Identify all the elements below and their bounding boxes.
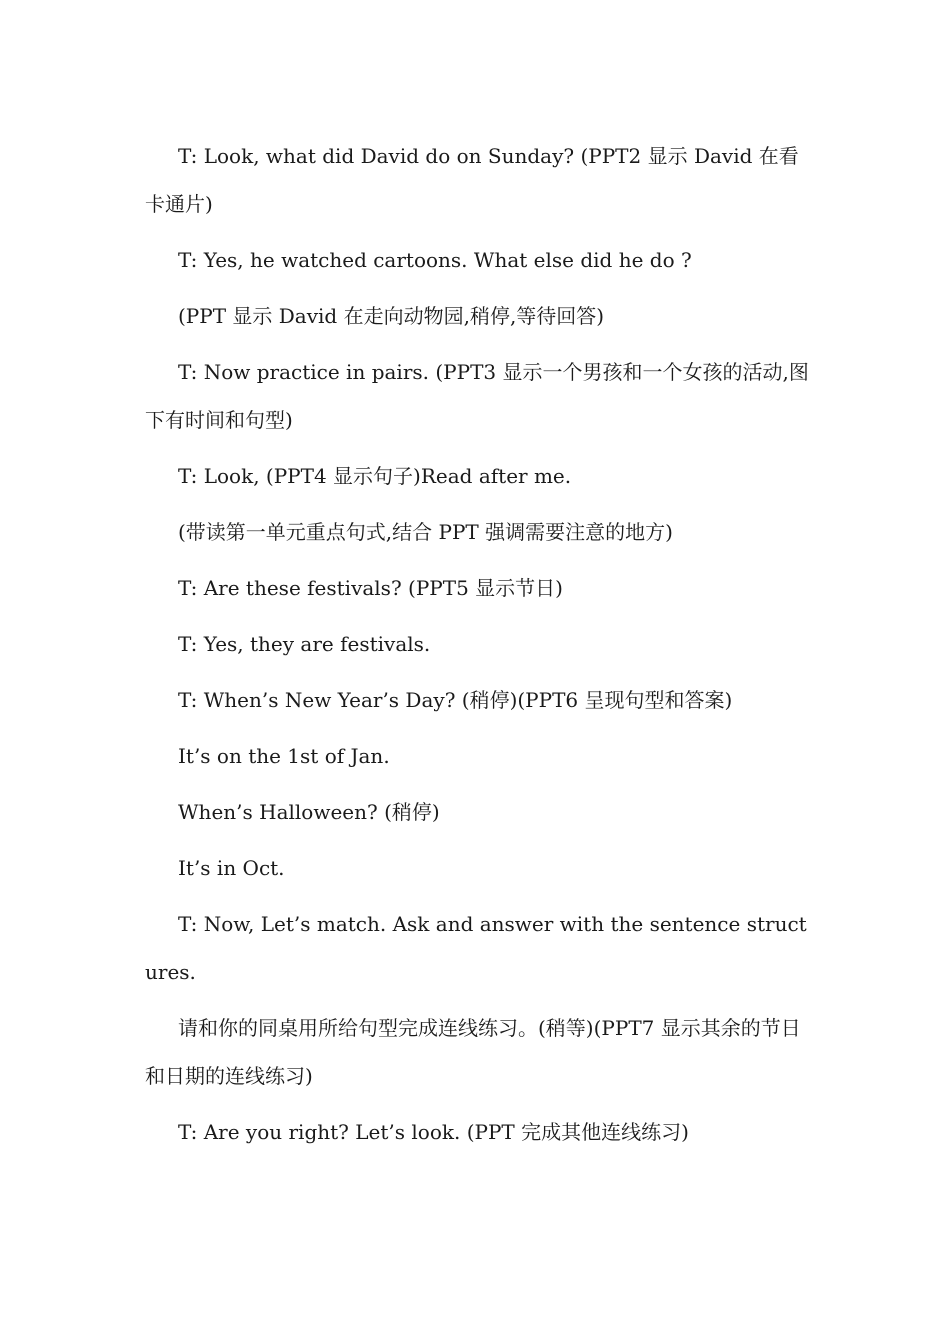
paragraph-1: T: Look, what did David do on Sunday? (PPT2 显示 David 在看卡通片) [145, 144, 799, 216]
paragraph-11: When’s Halloween? (稍停) [178, 800, 440, 824]
paragraph-3: (PPT 显示 David 在走向动物园,稍停,等待回答) [178, 304, 605, 328]
paragraph-2: T: Yes, he watched cartoons. What else did he do ? [178, 248, 692, 272]
paragraph-14: 请和你的同桌用所给句型完成连线练习。(稍等)(PPT7 显示其余的节日和日期的连线练习) [145, 1016, 801, 1088]
paragraph-15: T: Are you right? Let’s look. (PPT 完成其他连线练习) [178, 1120, 689, 1144]
document-body [145, 132, 813, 1164]
paragraph-12: It’s in Oct. [178, 856, 285, 880]
paragraph-7: T: Are these festivals? (PPT5 显示节日) [178, 576, 563, 600]
paragraph-4: T: Now practice in pairs. (PPT3 显示一个男孩和一个女孩的活动,图下有时间和句型) [145, 360, 809, 432]
paragraph-10: It’s on the 1st of Jan. [178, 744, 390, 768]
paragraph-13: T: Now, Let’s match. Ask and answer with the sentence structures. [145, 912, 807, 984]
paragraph-9: T: When’s New Year’s Day? (稍停)(PPT6 呈现句型和答案) [178, 688, 733, 712]
paragraph-8: T: Yes, they are festivals. [178, 632, 431, 656]
paragraph-6: (带读第一单元重点句式,结合 PPT 强调需要注意的地方) [178, 520, 673, 544]
paragraph-5: T: Look, (PPT4 显示句子)Read after me. [178, 464, 572, 488]
